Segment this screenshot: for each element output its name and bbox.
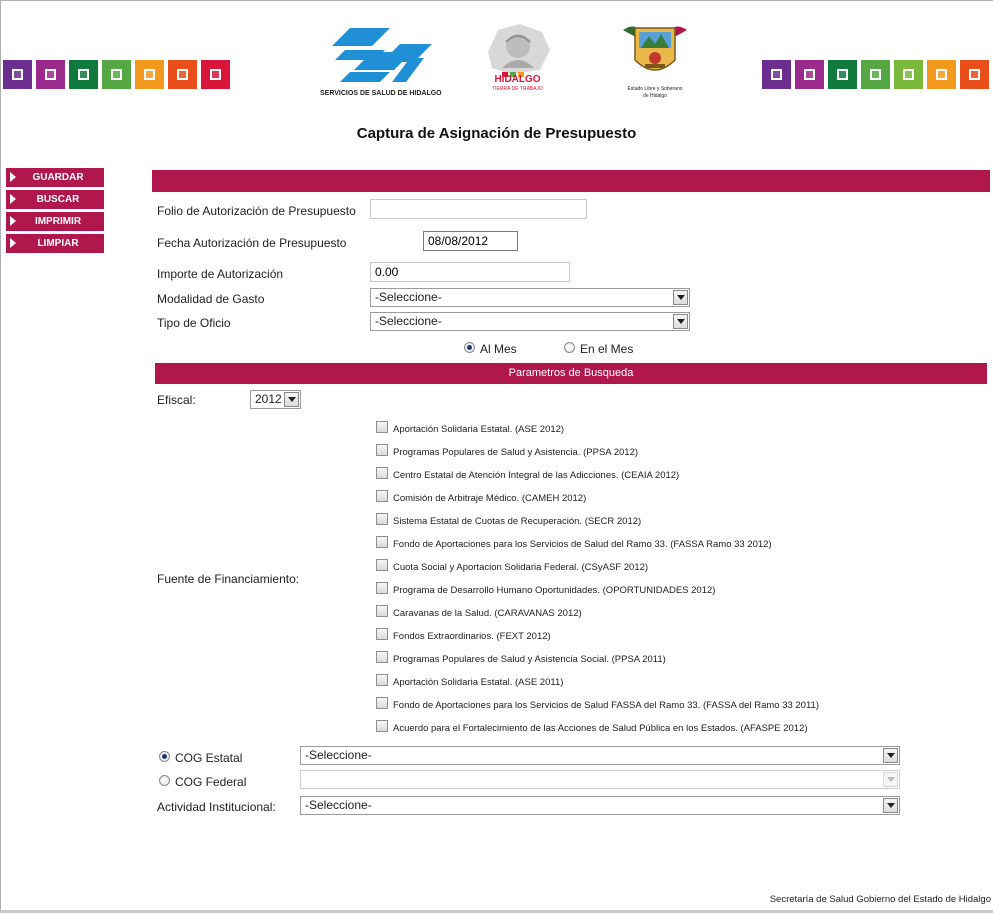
modalidad-select[interactable] [370,288,690,307]
cog-federal-label: COG Federal [175,775,247,789]
fecha-input[interactable] [423,231,518,251]
guardar-button[interactable] [6,168,104,187]
buscar-button-label: BUSCAR [36,194,80,205]
imprimir-button[interactable] [6,212,104,231]
imprimir-button-label: IMPRIMIR [34,216,82,227]
side-menu [6,168,104,256]
fuente-label-text: Programa de Desarrollo Humano Oportunidades. (OPORTUNIDADES 2012) [393,585,716,596]
fuente-item [376,628,551,648]
fuente-label-text: Fondo de Aportaciones para los Servicios de Salud FASSA del Ramo 33. (FASSA del Ramo 33 2011) [393,700,819,711]
color-square [36,60,65,89]
cog-estatal-label: COG Estatal [175,751,243,765]
color-square [894,60,923,89]
fuente-checkbox[interactable] [376,720,388,732]
color-square [135,60,164,89]
color-strip-right [762,60,993,90]
chevron-down-icon[interactable] [673,290,688,305]
actividad-select-value: -Seleccione- [305,798,372,812]
chevron-down-icon[interactable] [883,798,898,813]
chevron-down-icon[interactable] [284,392,299,407]
fuente-label-text: Centro Estatal de Atención Integral de las Adicciones. (CEAIA 2012) [393,470,680,481]
limpiar-button[interactable] [6,234,104,253]
fuente-label-text: Sistema Estatal de Cuotas de Recuperación. (SECR 2012) [393,516,642,527]
play-arrow-icon [10,194,16,204]
fuente-item [376,651,666,671]
fuente-label-text: Aportación Solidaria Estatal. (ASE 2012) [393,424,565,435]
fuente-checkbox[interactable] [376,444,388,456]
fuente-item [376,697,819,717]
chevron-down-icon[interactable] [883,772,898,787]
fuente-checkbox[interactable] [376,559,388,571]
fuente-label: Fuente de Financiamiento: [157,572,300,586]
ssh-logo-caption: SERVICIOS DE SALUD DE HIDALGO [320,90,442,97]
estado-caption-2: de Hidalgo [643,93,667,99]
en-el-mes-radio[interactable] [564,342,575,353]
importe-input[interactable] [370,262,570,282]
fuente-item [376,559,648,579]
color-square [828,60,857,89]
chevron-down-icon[interactable] [673,314,688,329]
fuente-item [376,582,715,602]
hidalgo-logo-name: HIDALGO [494,74,541,85]
fuente-item [376,720,808,740]
fuente-item [376,513,641,533]
color-square [861,60,890,89]
importe-label: Importe de Autorización [157,267,284,281]
fuente-label-text: Fondo de Aportaciones para los Servicios de Salud del Ramo 33. (FASSA Ramo 33 2012) [393,539,772,550]
color-square [168,60,197,89]
form-header-band [152,170,990,192]
search-params-band: Parametros de Busqueda [155,363,987,384]
fuente-item [376,605,582,625]
fuente-checkbox[interactable] [376,651,388,663]
estado-coat-of-arms [615,20,695,102]
play-arrow-icon [10,238,16,248]
tipo-oficio-label: Tipo de Oficio [157,316,231,330]
fuente-checkbox[interactable] [376,490,388,502]
footer-text: Secretaría de Salud Gobierno del Estado de Hidalgo [769,894,991,905]
color-square [3,60,32,89]
hidalgo-portrait-icon [480,22,555,77]
color-square [69,60,98,89]
fecha-label: Fecha Autorización de Presupuesto [157,236,347,250]
hidalgo-logo [480,22,555,100]
fuente-checkbox[interactable] [376,628,388,640]
window-top-border [0,0,993,1]
fuente-item [376,421,564,441]
cog-estatal-select[interactable] [300,746,900,765]
fuente-item [376,536,772,556]
guardar-button-label: GUARDAR [32,172,84,183]
play-arrow-icon [10,172,16,182]
limpiar-button-label: LIMPIAR [37,238,79,249]
fuente-label-text: Fondos Extraordinarios. (FEXT 2012) [393,631,551,642]
fuente-label-text: Programas Populares de Salud y Asistencia Social. (PPSA 2011) [393,654,666,665]
fuente-item [376,467,679,487]
fuente-checkbox[interactable] [376,513,388,525]
cog-estatal-select-value: -Seleccione- [305,748,372,762]
page-title: Captura de Asignación de Presupuesto [356,125,637,142]
fuente-checkbox[interactable] [376,421,388,433]
fuente-label-text: Acuerdo para el Fortalecimiento de las Acciones de Salud Pública en los Estados. (AFASPE 2012) [393,723,808,734]
al-mes-label: Al Mes [480,342,517,356]
buscar-button[interactable] [6,190,104,209]
fuente-checkbox[interactable] [376,605,388,617]
efiscal-label: Efiscal: [157,393,196,407]
cog-estatal-radio[interactable] [159,751,170,762]
ssh-logo-icon [320,22,440,92]
actividad-select[interactable] [300,796,900,815]
fuente-label-text: Caravanas de la Salud. (CARAVANAS 2012) [393,608,582,619]
color-square [927,60,956,89]
fuente-label-text: Programas Populares de Salud y Asistencia. (PPSA 2012) [393,447,639,458]
efiscal-select[interactable] [250,390,301,409]
efiscal-select-value: 2012 [255,392,282,406]
al-mes-radio[interactable] [464,342,475,353]
folio-label: Folio de Autorización de Presupuesto [157,204,356,218]
fuente-item [376,444,638,464]
color-square [201,60,230,89]
fuente-checkbox[interactable] [376,674,388,686]
color-strip-left [3,60,230,90]
hidalgo-logo-tagline: TIERRA DE TRABAJO [492,86,543,92]
fuente-label-text: Aportación Solidaria Estatal. (ASE 2011) [393,677,564,688]
tipo-oficio-select[interactable] [370,312,690,331]
fuente-item [376,674,563,694]
chevron-down-icon[interactable] [883,748,898,763]
ssh-logo [320,22,440,102]
folio-input[interactable] [370,199,587,219]
fuente-checkbox[interactable] [376,697,388,709]
play-arrow-icon [10,216,16,226]
actividad-label: Actividad Institucional: [157,800,276,814]
estado-caption-1: Estado Libre y Soberano [627,86,683,92]
fuente-checkbox[interactable] [376,582,388,594]
color-square [795,60,824,89]
coat-of-arms-icon [615,20,695,82]
fuente-item [376,490,586,510]
modalidad-select-value: -Seleccione- [375,290,442,304]
color-square [762,60,791,89]
en-el-mes-label: En el Mes [580,342,634,356]
modalidad-label: Modalidad de Gasto [157,292,265,306]
tipo-oficio-select-value: -Seleccione- [375,314,442,328]
color-square [102,60,131,89]
fuente-label-text: Comisión de Arbitraje Médico. (CAMEH 2012) [393,493,587,504]
fuente-checkbox[interactable] [376,536,388,548]
cog-federal-select[interactable] [300,770,900,789]
cog-federal-radio[interactable] [159,775,170,786]
color-square [960,60,989,89]
fuente-label-text: Cuota Social y Aportacion Solidaria Federal. (CSyASF 2012) [393,562,649,573]
fuente-checkbox[interactable] [376,467,388,479]
